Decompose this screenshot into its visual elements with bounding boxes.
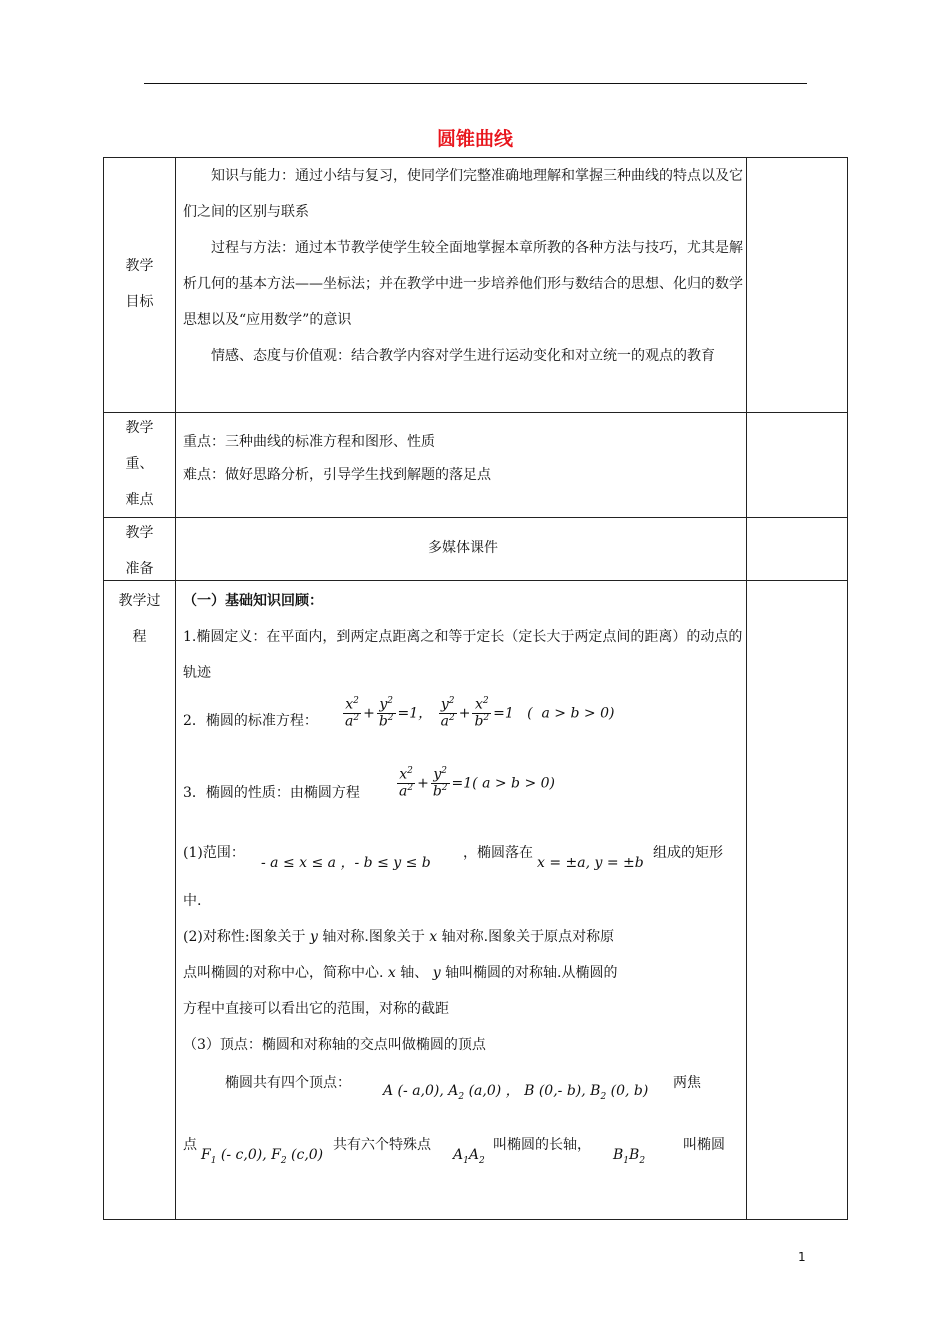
major-axis-text: 叫椭圆的长轴， [493,1137,591,1153]
y-var: y [305,929,323,945]
range-line [183,833,743,883]
header-rule [144,83,807,84]
symmetry-text-6: 轴叫椭圆的对称轴.从椭圆的 [445,965,618,981]
goals-label-line2: 目标 [125,294,154,310]
foci-line [183,1127,743,1173]
prep-label [104,515,175,587]
page-title: 圆锥曲线 [436,128,513,150]
process-label [104,583,175,655]
row-divider [104,517,847,518]
standard-equation-label: 2．椭圆的标准方程： [183,713,318,729]
column-divider-right [746,158,747,1219]
keypoints-label [104,410,175,518]
goals-knowledge: 知识与能力：通过小结与复习，使同学们完整准确地理解和掌握三种曲线的特点以及它们之间的区别与联系 [183,168,743,220]
prep-content: 多媒体课件 [428,540,498,556]
range-mid-text: ，椭圆落在 [463,845,533,861]
process-content [183,583,743,1173]
foci-formula: $F_1$ (- c,0), $F_2$ (c,0) [201,1147,324,1166]
range-end-text: 中. [183,893,202,909]
minor-axis-formula: $B_1B_2$ [613,1147,646,1166]
keypoints-label-line2: 重、 [125,456,154,472]
symmetry-line-1 [183,919,743,955]
range-suffix-text: 组成的矩形 [653,845,723,861]
difficult-point: 难点：做好思路分析，引导学生找到解题的落足点 [183,467,491,483]
goals-label [104,248,175,320]
prep-label-line2: 准备 [125,561,154,577]
vertex-line [183,1063,743,1119]
minor-axis-text: 叫椭圆 [683,1137,725,1153]
symmetry-text-5: 轴、 [400,965,429,981]
process-heading: （一）基础知识回顾： [183,593,323,609]
keypoints-content [183,426,743,492]
vertex-definition: （3）顶点：椭圆和对称轴的交点叫做椭圆的顶点 [183,1037,486,1053]
x-var: x [424,929,442,945]
special-points-text: 共有六个特殊点 [333,1137,431,1153]
symmetry-text-4: 点叫椭圆的对称中心，简称中心. [183,965,384,981]
process-label-line1: 教学过 [118,593,161,609]
range-formula: - a ≤ x ≤ a ，- b ≤ y ≤ b [261,855,431,871]
keypoints-label-line1: 教学 [125,420,154,436]
foci-label: 点 [183,1137,197,1153]
prep-label-line1: 教学 [125,525,154,541]
standard-equation-formula: $\frac{x^2}{a^2}$ + $\frac{y^2}{b^2}$ =1， $\frac{y^2}{a^2}$ + $\frac{x^2}{b^2}$ =1 ( a > b > 0) [345,696,615,730]
range-label: (1)范围： [183,845,245,861]
symmetry-line-2 [183,955,743,991]
property-equation-formula: $\frac{x^2}{a^2}$ + $\frac{y^2}{b^2}$ =1( a > b > 0) [399,766,556,800]
process-label-line2: 程 [132,629,147,645]
vertex-formula: A (- a,0), $A_2$ (a,0) ， B (0,- b), $B_2$ (0, b) [383,1083,649,1102]
y-var: y [428,965,446,981]
goals-attitude: 情感、态度与价值观：结合教学内容对学生进行运动变化和对立统一的观点的教育 [211,348,715,364]
major-axis-formula: $A_1A_2$ [453,1147,485,1166]
range-bounds-formula: x = ±a, y = ±b [537,855,644,871]
symmetry-text-7: 方程中直接可以看出它的范围，对称的截距 [183,1001,449,1017]
x-var: x [383,965,401,981]
vertex-count-text: 椭圆共有四个顶点： [225,1075,351,1091]
column-divider-left [175,158,176,1219]
keypoints-label-line3: 难点 [125,492,154,508]
page-number: 1 [798,1250,806,1264]
property-label: 3．椭圆的性质：由椭圆方程 [183,785,360,801]
symmetry-text-1: (2)对称性:图象关于 [183,929,306,945]
foci-text: 两焦 [673,1075,701,1091]
goals-content [183,158,743,374]
property-equation-line [183,763,743,827]
ellipse-definition: 1.椭圆定义：在平面内，到两定点距离之和等于定长（定长大于两定点间的距离）的动点的轨迹 [183,629,743,681]
symmetry-text-3: 轴对称.图象关于原点对称原 [441,929,615,945]
row-divider [104,412,847,413]
key-point: 重点：三种曲线的标准方程和图形、性质 [183,434,435,450]
row-divider [104,580,847,581]
symmetry-text-2: 轴对称.图象关于 [322,929,425,945]
goals-process: 过程与方法：通过本节教学使学生较全面地掌握本章所教的各种方法与技巧，尤其是解析几何的基本方法——坐标法；并在教学中进一步培养他们形与数结合的思想、化归的数学思想以及“应用数学”的意识 [183,240,743,328]
lesson-table [103,157,848,1220]
goals-label-line1: 教学 [125,258,154,274]
standard-equation-line [183,691,743,753]
